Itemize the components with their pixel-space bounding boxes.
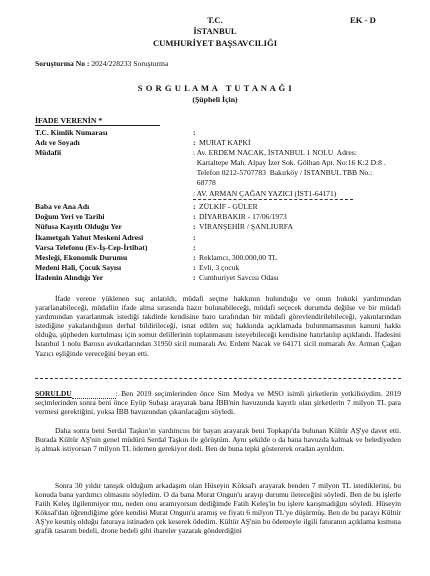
field-value: Cumhuriyet Savcısı Odası bbox=[199, 273, 279, 282]
field-label: Varsa Telefonu (Ev-İş-Cep-İrtibat) bbox=[35, 243, 148, 252]
field-label: Medeni Hali, Çocuk Sayısı bbox=[35, 263, 122, 272]
paragraph-2: Daha sonra beni Serdal Taşkın'ın yardımcısı bir bayan arayarak beni Topkapı'da bulunan Kültür AŞ'ye davet etti. Burada Kültür AŞ'nin genel müdürü Serdal Taşkın ile görüştüm. Aynı şekilde o da bana havuzda kalmak ve belediyeden iş almak istiyorsan 7 milyon TL ödemen gerekiyor dedi. Ben de buna tepki göstererek oradan ayrıldım. bbox=[35, 426, 401, 454]
intro-paragraph: İfade verene yüklenen suç anlatıldı, müdafi seçme hakkının bulunduğu ve onun hukuki yardımından yararlanabileceği, müdafiin ifade alma sırasında hazır bulunabileceği, müdafi seçecek durumda değilse ve bir müdafi yardımından yararlanmak istediği takdirde kendisine baro tarafından bir müdafi görevlendirilebileceği, yakınlarından istediğine yakalandığının derhal bildirileceği, isnat edilen suç hakkında açıklamada bulunmamasının kanuni hakkı olduğu, şüpheden kurtulması için somut delillerinin toplanmasını isteyebileceği kendisine hatırlatılıp açıklandı. İfadesini İstanbul 1 nolu Barosu avukatlarından 31950 sicil numaralı Av. Erdem Nacak ve 64171 sicil numaralı Av. Arman Çağan Yazıcı eşliğinde vereceğini beyan etti. bbox=[35, 294, 401, 358]
field-label: Baba ve Ana Adı bbox=[35, 202, 90, 211]
mudafii-line-4: 68778 bbox=[193, 178, 216, 187]
field-label: İfadenin Alındığı Yer bbox=[35, 273, 104, 282]
field-label: Mesleği, Ekonomik Durumu bbox=[35, 253, 128, 262]
field-value: Evli, 3 çocuk bbox=[199, 263, 240, 272]
field-value: MURAT KAPKİ bbox=[199, 138, 251, 147]
header-city: İSTANBUL bbox=[193, 26, 237, 36]
field-label: Müdafii bbox=[35, 148, 62, 157]
mudafii-line-3: Telefon 0212-5707783 Bakırköy / İSTANBUL TBB No.: bbox=[193, 168, 373, 177]
header-tc: T.C. bbox=[207, 15, 223, 25]
separator-line bbox=[35, 378, 401, 379]
field-value: Reklamcı, 300.000,00 TL bbox=[199, 253, 278, 262]
mudafii-divider bbox=[193, 199, 353, 200]
field-label: Nüfusa Kayıtlı Olduğu Yer bbox=[35, 222, 122, 231]
field-value: ZÜLKİF - GÜLER bbox=[199, 202, 258, 211]
paragraph-3: Sonra 30 yıldır tanışık olduğum arkadaşım olan Hüseyin Köksal'ı arayarak benden 7 milyon TL istediklerini, bu konuda bana yardımcı olmasını söyledim. O da bana Murat Ongun'u arayıp durumu ileteceğini söyledi. Ben de bu işlerle Fatih Keleş ilgilenmiyor mu, neden onu aramıyorsun dediğimde Fatih Keleş'in bu işlere karışmadığını söyledi. Hüseyin Köksal'dan öğrendiğime göre kendisi Murat Ongun'u aramış ve fiyatı 6 milyon TL'ye düşürmüş. Ben de bu parayı Kültür AŞ'ye kesmiş olduğu faturaya istinaden çek keserek ödedim. Kültür AŞ'nin bu ödemeyle ilgili faturanın açıklama kısmına grafik tasarım bedeli, drone bedeli gibi ibareler yazarak gönderdiğini bbox=[35, 481, 401, 536]
field-value: VİRANŞEHİR / ŞANLIURFA bbox=[199, 222, 293, 231]
mudafii-line-2: Kartaltepe Mah. Alpay İzer Sok. Gölhan Apt. No:16 K:2 D:8 . bbox=[193, 158, 386, 167]
file-number bbox=[35, 59, 168, 68]
file-number-value: 2024/228233 Soruşturma bbox=[91, 59, 169, 68]
field-label: İkametgah Yahut Meskeni Adresi bbox=[35, 233, 144, 242]
section-title: İFADE VERENİN * bbox=[35, 116, 103, 125]
field-label: Adı ve Soyadı bbox=[35, 138, 80, 147]
header-ek: EK - D bbox=[350, 15, 376, 25]
soruldu-paragraph bbox=[35, 389, 401, 416]
field-label: Doğum Yeri ve Tarihi bbox=[35, 212, 105, 221]
section-title-underline bbox=[35, 125, 160, 126]
soruldu-label: SORULDU bbox=[35, 389, 72, 398]
field-value: DİYARBAKIR - 17/06/1973 bbox=[199, 212, 287, 221]
mudafii-line-5: : AV. ARMAN ÇAĞAN YAZICI (İST1-64171) bbox=[193, 189, 337, 198]
mudafii-line-1: : Av. ERDEM NACAK, İSTANBUL 1 NOLU Adres: bbox=[193, 148, 357, 157]
document-subtitle: (Şüpheli İçin) bbox=[192, 95, 238, 104]
file-number-label: Soruşturma No : bbox=[35, 59, 90, 68]
document-title: S O R G U L A M A T U T A N A Ğ I bbox=[137, 83, 293, 93]
header-office: CUMHURİYET BAŞSAVCILIĞI bbox=[152, 38, 278, 48]
document-page: T.C. EK - D İSTANBUL CUMHURİYET BAŞSAVCILIĞI Soruşturma No : 2024/228233 Soruşturma S O R G U L A M A T U T A N A Ğ I (Şüpheli İçin) İFADE VERENİN * T.C. Kimlik Numarası : Adı ve Soyadı : MURAT KAPKİ Müdafii : Av. ERDEM NACAK, İSTANBUL 1 NOLU Adres: Kartaltepe Mah. Alpay İzer Sok. Gölhan Apt. No:16 K:2 D:8 . Telefon 0212-5707783 Bakırköy / İSTANBUL TBB No.: 68778 : AV. ARMAN ÇAĞAN YAZICI (İST1-64171) Baba ve Ana Adı : ZÜLKİF - GÜLER Doğum Yeri ve Tarihi : DİYARBAKIR - 17/06/1973 Nüfusa Kayıtlı Olduğu Yer : VİRANŞEHİR / ŞANLIURFA İkametgah Yahut Meskeni Adresi : Varsa Telefonu (Ev-İş-Cep-İrtibat) : Mesleği, Ekonomik Durumu : Reklamcı, 300.000,00 TL Medeni Hali, Çocuk Sayısı : Evli, 3 çocuk İfadenin Alındığı Yer : Cumhuriyet Savcısı Odası İfade verene yüklenen suç anlatıldı, müdafi seçme hakkının bulunduğu ve onun hukuki yardımından yararlanabileceği, müdafiin ifade alma sırasında hazır bulunabileceği, müdafi seçecek durumda değilse ve bir müdafi yardımından yararlanmak istediği takdirde kendisine baro tarafından bir müdafi görevlendirilebileceği, yakınlarından istediğine yakalandığının derhal bildirileceği, isnat edilen suç hakkında açıklamada bulunmamasının kanuni hakkı olduğu, şüpheden kurtulması için somut delillerinin toplanmasını isteyebileceği kendisine hatırlatılıp açıklandı. İfadesini İstanbul 1 nolu Barosu avukatlarından 31950 sicil numaralı Av. Erdem Nacak ve 64171 sicil numaralı Av. Arman Çağan Yazıcı eşliğinde vereceğini beyan etti. SORULDU : Ben 2019 seçimlerinden önce Sim Medya ve MSO isimli şirketlerin yetkilisiydim. 2019 seçimlerinden sonra beni önce Eyüp Subaşı arayarak bana İBB'nin havuzunda kayıtlı olan şirketlerin 7 milyon TL para vermesi gerektiğini, yoksa İBB havuzundan çıkarılacağını söyledi. Daha sonra beni Serdal Taşkın'ın yardımcısı bir bayan arayarak beni Topkapı'da bulunan Kültür AŞ'ye davet etti. Burada Kültür AŞ'nin genel müdürü Serdal Taşkın ile görüştüm. Aynı şekilde o da bana havuzda kalmak ve belediyeden iş almak istiyorsan 7 milyon TL ödemen gerekiyor dedi. Ben de buna tepki göstererek oradan ayrıldım. Sonra 30 yıldır tanışık olduğum arkadaşım olan Hüseyin Köksal'ı arayarak benden 7 milyon TL istediklerini, bu konuda bana yardımcı olmasını söyledim. O da bana Murat Ongun'u arayıp durumu ileteceğini söyledi. Ben de bu işlerle Fatih Keleş ilgilenmiyor mu, neden onu aramıyorsun dediğimde Fatih Keleş'in bu işlere karışmadığını söyledi. Hüseyin Köksal'dan öğrendiğime göre kendisi Murat Ongun'u aramış ve fiyatı 6 milyon TL'ye düşürmüş. Ben de bu parayı Kültür AŞ'ye kesmiş olduğu faturaya istinaden çek keserek ödedim. Kültür AŞ'nin bu ödemeyle ilgili faturanın açıklama kısmına grafik tasarım bedeli, drone bedeli gibi ibareler yazarak gönderdiğini bbox=[0, 0, 430, 576]
soruldu-text: : Ben 2019 seçimlerinden önce Sim Medya ve MSO isimli şirketlerin yetkilisiydim. 2019 seçimlerinden sonra beni önce Eyüp Subaşı arayarak bana İBB'nin havuzunda kayıtlı olan şirketlerin 7 milyon TL para vermesi gerektiğini, yoksa İBB havuzundan çıkarılacağını söyledi. bbox=[35, 389, 401, 417]
field-label: T.C. Kimlik Numarası bbox=[35, 128, 108, 137]
